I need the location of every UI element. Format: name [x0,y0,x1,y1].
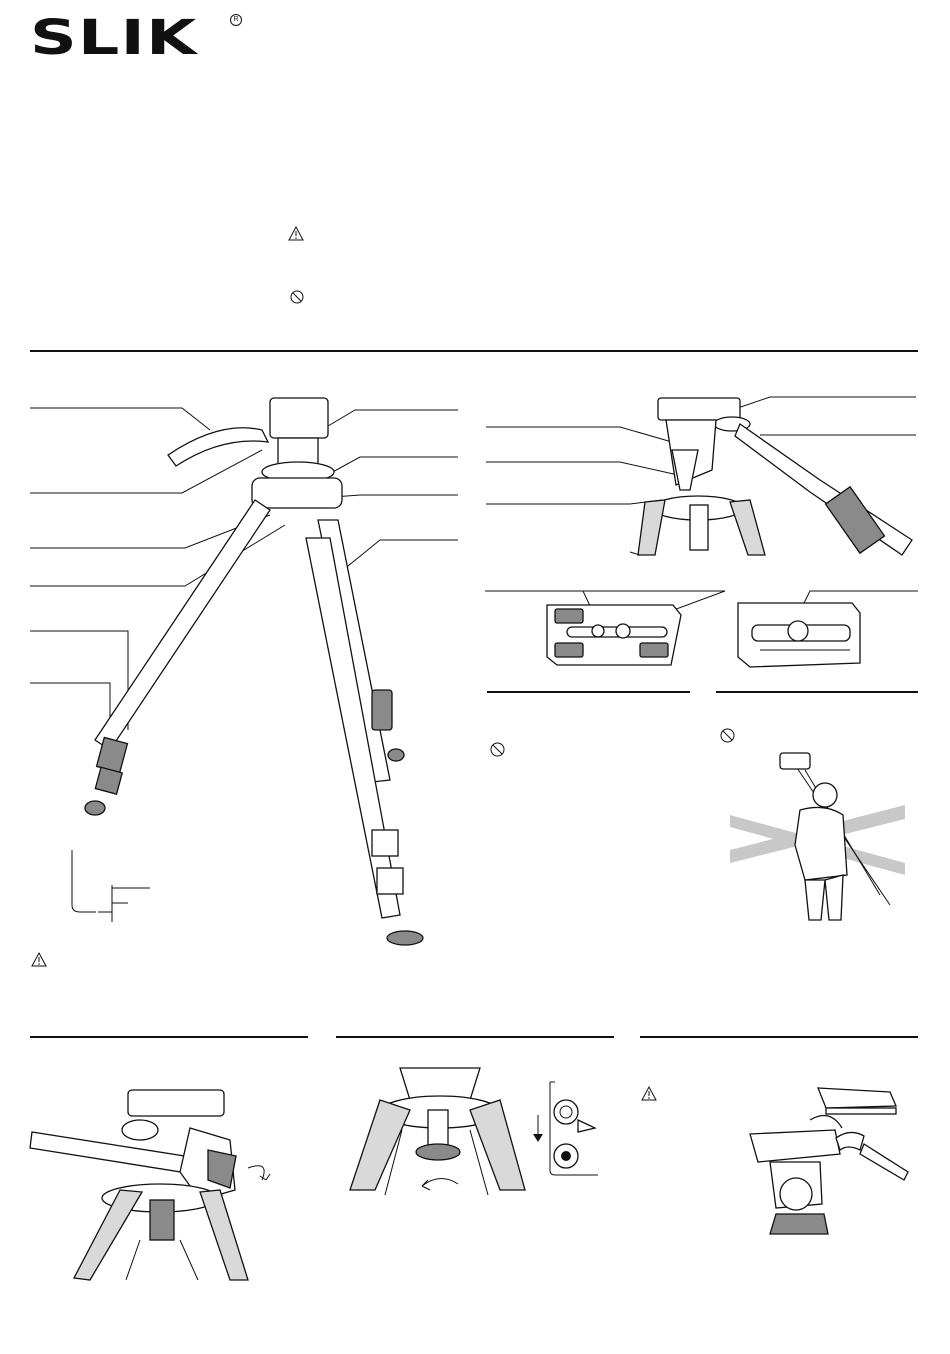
section-divider [487,691,690,693]
warning-triangle-icon [31,952,47,967]
tripod-illustration [0,360,470,960]
pan-head-illustration [480,380,920,580]
section-divider [640,1036,918,1038]
warning-triangle-icon [288,226,304,241]
prohibited-circle-icon [490,742,505,757]
registered-mark: R [230,14,242,26]
section-divider [30,1036,308,1038]
do-not-carry-illustration [725,745,915,925]
prohibited-circle-icon [290,290,304,304]
section-divider [716,691,918,693]
prohibited-circle-icon [720,728,735,743]
plate-release-illustration [740,1084,915,1239]
section-divider [336,1036,614,1038]
brand-logo: SLIK [30,10,198,66]
warning-triangle-icon [641,1086,657,1101]
section-divider [30,350,918,352]
head-handle-illustration [30,1080,290,1290]
quick-release-plate-top [730,585,920,675]
center-column-lock-illustration [340,1060,610,1200]
quick-release-plate-bottom [485,585,725,675]
